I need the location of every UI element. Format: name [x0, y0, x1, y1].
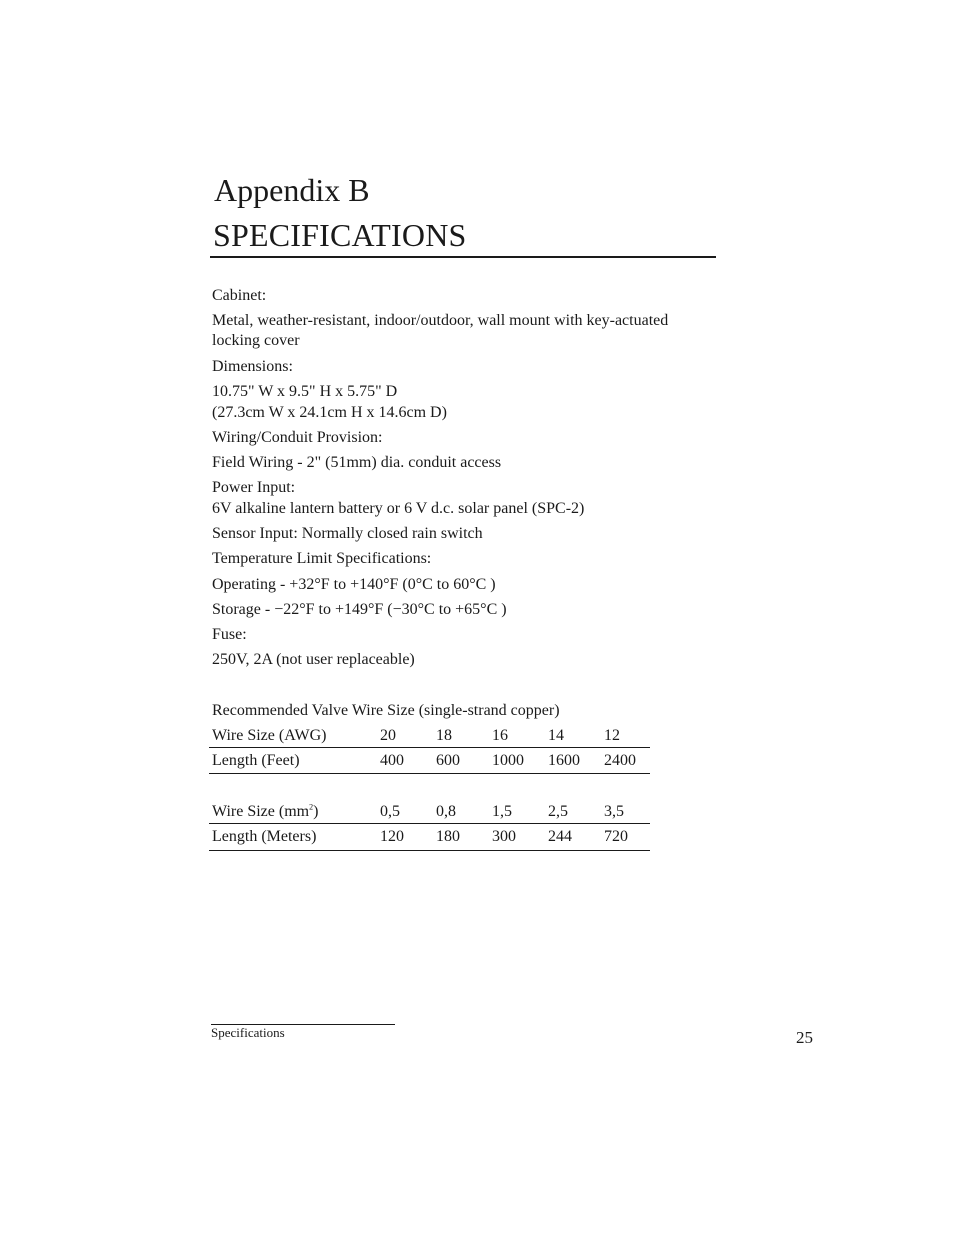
table-cell: 2,5: [548, 803, 568, 820]
table-rule: [209, 823, 650, 824]
table-cell: 1600: [548, 752, 580, 769]
table-cell: 0,5: [380, 803, 400, 820]
spec-heading-power: Power Input:: [212, 479, 296, 496]
table-cell: 16: [492, 727, 508, 744]
table-rule: [209, 850, 650, 851]
row-label: [212, 802, 318, 822]
table-cell: 18: [436, 727, 452, 744]
table-cell: 12: [604, 727, 620, 744]
spec-text-wiring: Field Wiring - 2" (51mm) dia. conduit access: [212, 454, 502, 471]
row-label-text: Wire Size (mm: [212, 803, 310, 820]
table-cell: 0,8: [436, 803, 456, 820]
table-cell: 1,5: [492, 803, 512, 820]
table-cell: 180: [436, 828, 460, 845]
table-rule: [209, 773, 650, 774]
spec-text-operating-temp: Operating - +32°F to +140°F (0°C to 60°C ): [212, 576, 496, 593]
spec-text-cabinet-cont: locking cover: [212, 332, 300, 349]
superscript: 2: [309, 802, 314, 812]
title-divider: [210, 256, 716, 258]
appendix-label: Appendix B: [214, 172, 370, 208]
table-cell: 3,5: [604, 803, 624, 820]
table-cell: 400: [380, 752, 404, 769]
spec-text-cabinet: Metal, weather-resistant, indoor/outdoor, wall mount with key-actuated: [212, 312, 669, 329]
page-title: SPECIFICATIONS: [213, 217, 467, 253]
table-cell: 300: [492, 828, 516, 845]
table-cell: 720: [604, 828, 628, 845]
spec-text-power: 6V alkaline lantern battery or 6 V d.c. solar panel (SPC-2): [212, 500, 585, 517]
table-cell: 600: [436, 752, 460, 769]
spec-text-fuse: 250V, 2A (not user replaceable): [212, 651, 415, 668]
spec-heading-wiring: Wiring/Conduit Provision:: [212, 429, 383, 446]
table-cell: 2400: [604, 752, 636, 769]
table-cell: 244: [548, 828, 572, 845]
row-label-suffix: ): [313, 803, 319, 820]
row-label: Length (Feet): [212, 752, 300, 769]
table-cell: 14: [548, 727, 564, 744]
table-cell: 120: [380, 828, 404, 845]
row-label: Length (Meters): [212, 828, 317, 845]
spec-heading-fuse: Fuse:: [212, 626, 247, 643]
table-cell: 1000: [492, 752, 524, 769]
spec-heading-dimensions: Dimensions:: [212, 358, 293, 375]
spec-text-dimensions-imperial: 10.75" W x 9.5" H x 5.75" D: [212, 383, 398, 400]
row-label: Wire Size (AWG): [212, 727, 327, 744]
spec-heading-temperature: Temperature Limit Specifications:: [212, 550, 432, 567]
table-rule: [209, 747, 650, 748]
spec-text-storage-temp: Storage - −22°F to +149°F (−30°C to +65°C ): [212, 601, 507, 618]
spec-text-dimensions-metric: (27.3cm W x 24.1cm H x 14.6cm D): [212, 404, 447, 421]
table-cell: 20: [380, 727, 396, 744]
page-number: 25: [796, 1028, 813, 1047]
spec-heading-cabinet: Cabinet:: [212, 287, 267, 304]
footer-section: Specifications: [211, 1025, 285, 1040]
spec-text-sensor: Sensor Input: Normally closed rain switch: [212, 525, 483, 542]
table-caption: Recommended Valve Wire Size (single-strand copper): [212, 702, 560, 719]
